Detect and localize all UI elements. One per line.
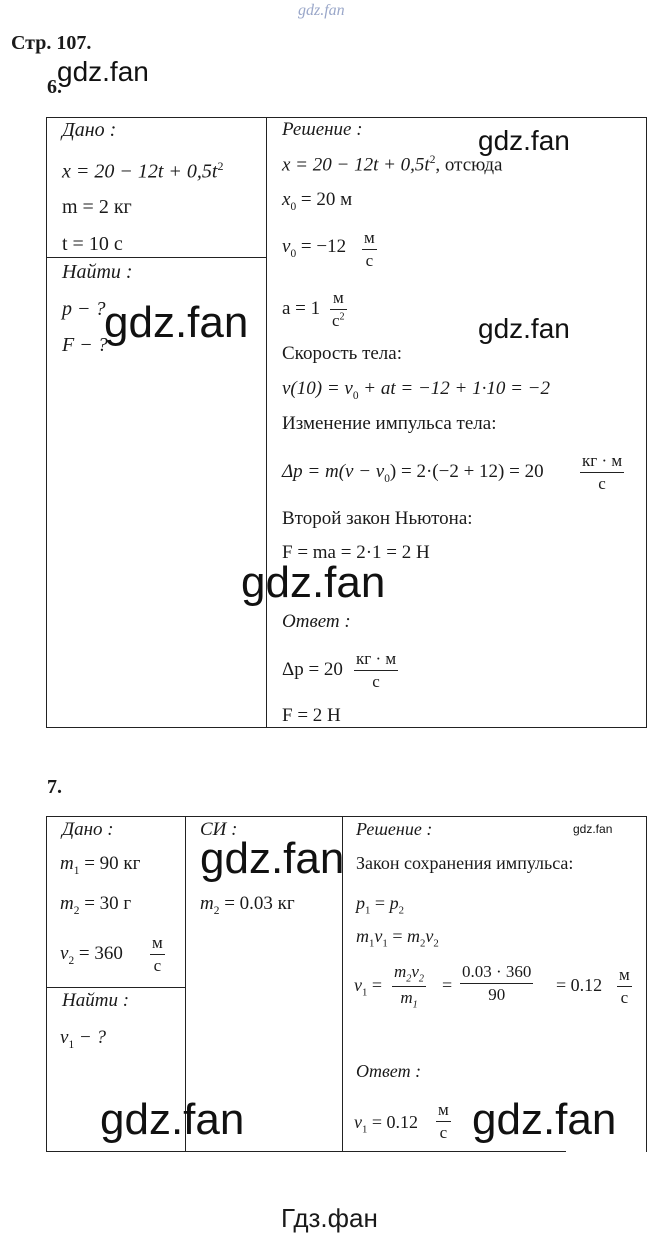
task6-v0-unit (362, 228, 377, 270)
task7-v2-unit-den: с (153, 955, 162, 975)
task6-given-m: m = 2 кг (62, 196, 132, 218)
task7-answer-unit-den: с (439, 1122, 448, 1142)
watermark-9: gdz.fan (472, 1095, 617, 1144)
task6-impulse-unit-num: кг · м (582, 451, 623, 470)
watermark-4: gdz.fan (478, 313, 570, 344)
task7-frac1-num: $m_2v_2$ (394, 962, 425, 985)
task6-answer-label: Ответ : (282, 611, 351, 632)
task6-speed-eq-text: v(10) = v (282, 378, 353, 399)
task6-a (282, 298, 320, 320)
task6-given-x-text: x = 20 − 12t + 0,5t (62, 160, 218, 183)
task7-right-border (646, 816, 647, 1152)
task7-given-m2: $m_2 = 30$ г (60, 893, 132, 917)
task7-answer-label: Ответ : (356, 1061, 422, 1081)
task6-solution-label: Решение : (282, 119, 363, 140)
task7-solution-label: Решение : (356, 819, 433, 839)
task7-result-unit-num: м (619, 965, 630, 984)
task6-impulse-eq-text: Δp = m(v − v (282, 461, 385, 482)
task6-impulse-unit-den: с (598, 473, 606, 493)
task7-eq-p-sign: = (374, 893, 386, 913)
watermark-2: gdz.fan (478, 125, 570, 156)
task7-v2-unit-num: м (152, 933, 163, 952)
task7-answer-unit (436, 1100, 451, 1142)
task6-find-f: F − ? (62, 334, 108, 356)
task7-result-unit-den: с (620, 987, 629, 1007)
task6-solution-x-text: x = 20 − 12t + 0,5t (282, 154, 430, 176)
task7-given-label: Дано : (62, 819, 114, 840)
watermark-top: gdz.fan (298, 2, 345, 19)
task6-find-p: p − ? (62, 298, 106, 320)
task7-number: 7. (47, 776, 62, 798)
task6-divider-vertical (266, 117, 267, 728)
task7-law: Закон сохранения импульса: (356, 853, 574, 873)
task6-impulse-eq-tail: ) = 2·(−2 + 12) = 20 (389, 461, 544, 482)
task6-find-label: Найти : (62, 261, 133, 283)
task6-speed-label: Скорость тела: (282, 343, 402, 364)
task6-x0-value: = 20 м (300, 189, 353, 210)
task7-v1-label: $v_1$ = (354, 975, 383, 999)
task7-eq-sign: = (442, 975, 453, 995)
task6-number: 6. (47, 76, 62, 98)
task7-answer-unit-num: м (438, 1100, 449, 1119)
task6-given-t: t = 10 с (62, 233, 123, 255)
task6-v0-unit-num: м (364, 228, 375, 247)
task7-answer: $v_1 = 0.12$ (354, 1112, 419, 1136)
task7-si-m2-value: = 0.03 кг (224, 893, 295, 914)
task7-si-label: СИ : (200, 819, 238, 840)
task7-frac2-den: 90 (488, 984, 506, 1004)
task6-v0-value: = −12 (300, 236, 347, 257)
task7-eq-p: $p_1 = p_2$ (356, 893, 404, 917)
task6-a-value: a = 1 (282, 298, 321, 319)
task6-solution-x: $x = 20 - 12t + 0,5t^2$, отсюда (282, 154, 503, 176)
task7-given-m1: $m_1 = 90$ кг (60, 853, 141, 877)
watermark-6: gdz.fan (573, 822, 613, 836)
task6-newton-label: Второй закон Ньютона: (282, 508, 473, 529)
task6-v0-unit-den: с (365, 250, 374, 270)
task6-answer-unit-den: с (372, 671, 380, 691)
task6-x0: $x_0 = 20$ м (282, 189, 353, 213)
task6-answer-unit (354, 649, 398, 691)
task7-frac1-den: $m_1$ (400, 988, 418, 1011)
task7-eq-mv: $m_1v_1 = m_2v_2$ (356, 926, 439, 950)
task7-bottom-border (46, 1151, 566, 1152)
task7-divider-horizontal (46, 987, 185, 988)
task6-impulse-eq: $\Delta p = m(v - v_0) = 2\cdot(-2 + 12) = 20$ (282, 461, 544, 485)
page-label: Стр. 107. (11, 32, 92, 54)
task7-si-m2: $m_2 = 0.03$ кг (200, 893, 295, 917)
task7-given-v2-value: = 360 (78, 943, 123, 964)
task6-speed-eq: $v(10) = v_0$ + at = −12 + 1·10 = −2 (282, 378, 551, 402)
task6-answer-f: F = 2 Н (282, 705, 341, 726)
watermark-3: gdz.fan (104, 298, 249, 347)
footer-watermark: Гдз.фан (281, 1203, 378, 1233)
watermark-1: gdz.fan (57, 56, 149, 87)
watermark-5: gdz.fan (241, 558, 386, 607)
task6-divider-horizontal (46, 257, 266, 258)
task7-given-m2-value: = 30 г (84, 893, 132, 914)
task6-solution-x-tail: , отсюда (435, 154, 503, 176)
task6-answer-dp: Δp = 20 (282, 659, 343, 680)
task6-speed-eq-tail: + at = −12 + 1·10 = −2 (358, 378, 551, 399)
task7-given-v2: $v_2 = 360$ (60, 943, 123, 967)
task6-a-unit (330, 288, 347, 330)
task7-eq-mv-sign: = (392, 926, 403, 946)
task7-find-v1: $v_1$ − ? (60, 1027, 106, 1051)
task7-find-v1-value: − ? (78, 1027, 106, 1048)
task6-newton-eq: F = ma = 2·1 = 2 Н (282, 542, 430, 563)
task6-impulse-label: Изменение импульса тела: (282, 413, 497, 434)
task7-frac2 (460, 962, 533, 1004)
task6-given-label: Дано : (62, 119, 117, 141)
task7-v2-unit (150, 933, 165, 975)
task7-result-unit (617, 965, 632, 1007)
task7-top-border (46, 816, 647, 817)
watermark-7: gdz.fan (200, 834, 345, 883)
task6-a-unit-num: м (332, 288, 344, 307)
task7-find-label: Найти : (62, 990, 130, 1011)
task7-given-m1-value: = 90 кг (84, 853, 141, 874)
task6-impulse-unit (580, 451, 624, 493)
task7-frac1 (392, 962, 426, 1011)
task6-a-unit-den: $с^2$ (332, 310, 345, 330)
task7-result: = 0.12 (556, 975, 603, 995)
task7-left-border (46, 816, 47, 1152)
task6-given-x: $x = 20 - 12t + 0,5t^2$ (62, 159, 224, 183)
task6-v0: $v_0 = -12$ (282, 236, 347, 260)
task7-answer-value: = 0.12 (371, 1112, 419, 1132)
task6-answer-unit-num: кг · м (356, 649, 397, 668)
watermark-8: gdz.fan (100, 1095, 245, 1144)
task7-frac2-num: 0.03 · 360 (462, 962, 532, 981)
